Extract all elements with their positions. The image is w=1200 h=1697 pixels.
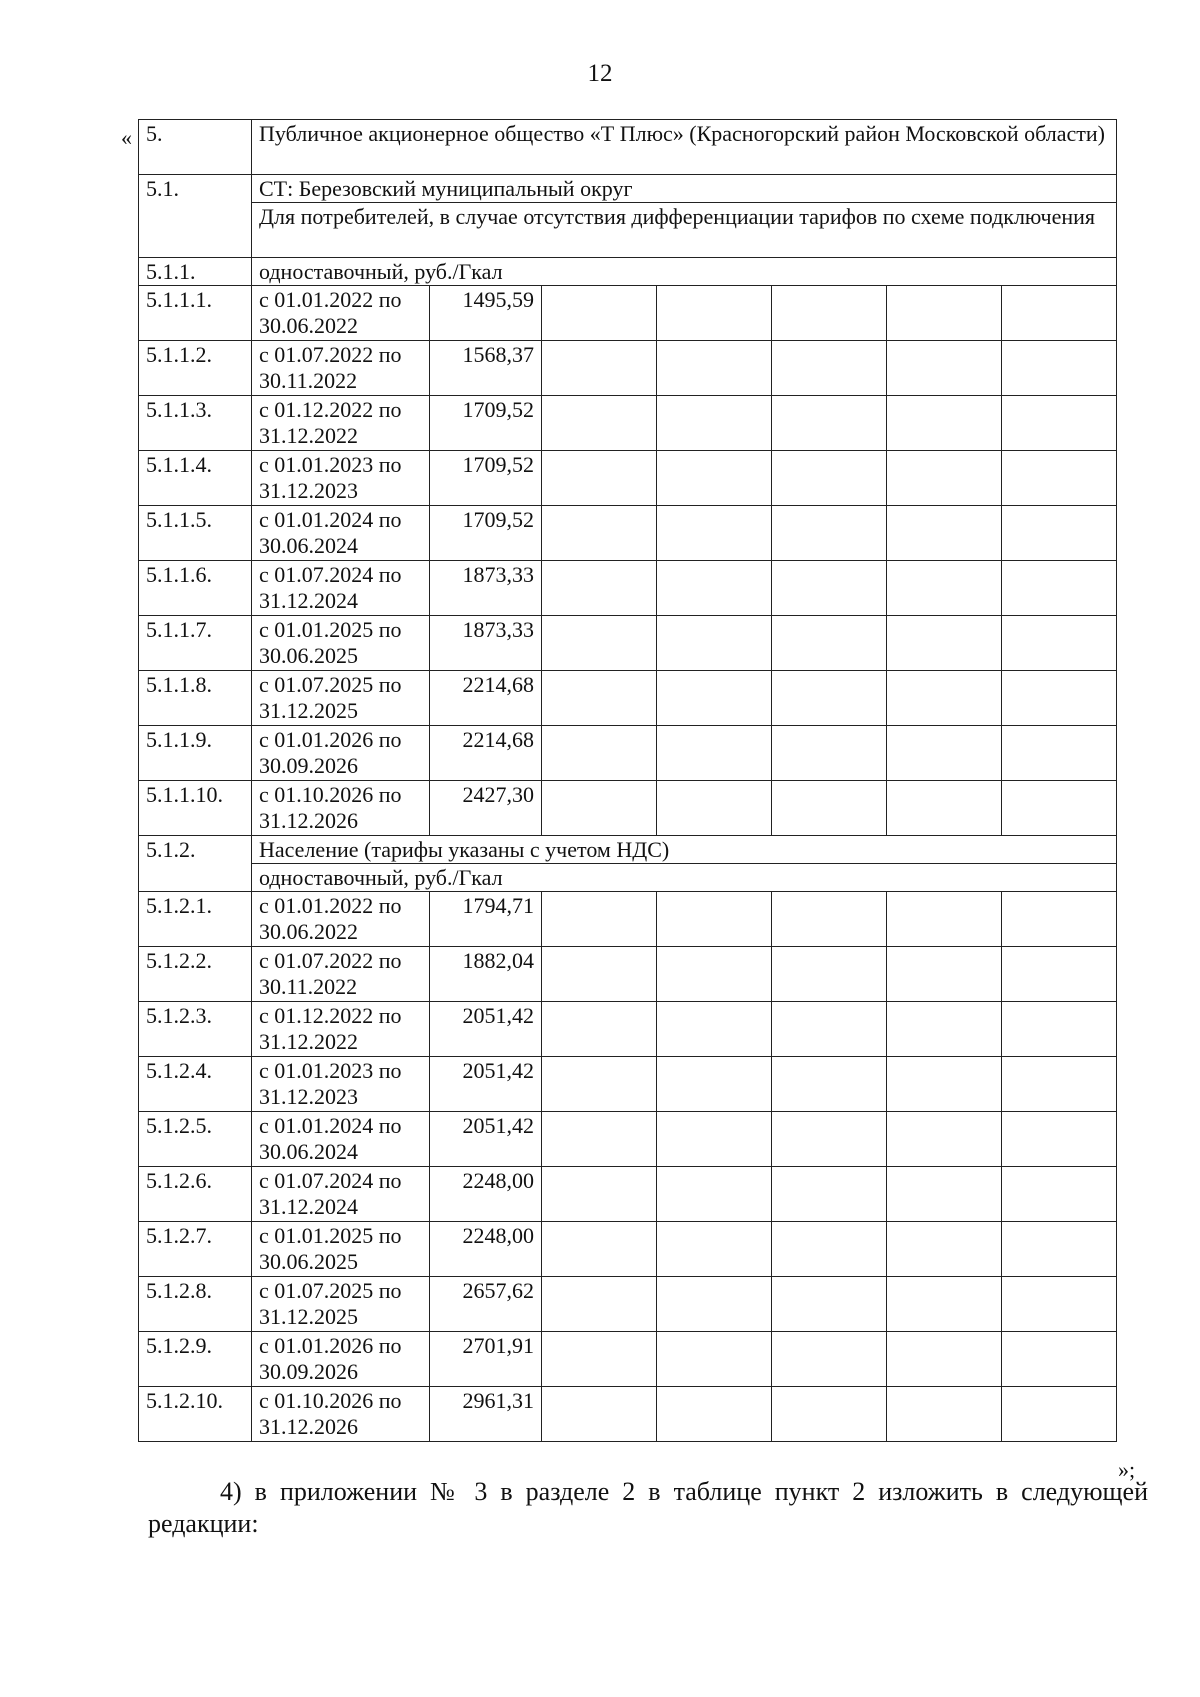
empty-cell — [887, 1222, 1002, 1277]
row-period: с 01.01.2024 по 30.06.2024 — [252, 1112, 430, 1167]
empty-cell — [887, 506, 1002, 561]
tariff-table — [138, 119, 1117, 1442]
population-tariff-label: одноставочный, руб./Гкал — [252, 864, 1117, 892]
empty-cell — [657, 726, 772, 781]
row-period: с 01.07.2024 по 31.12.2024 — [252, 1167, 430, 1222]
row-number: 5.1.2.4. — [139, 1057, 252, 1112]
empty-cell — [657, 1332, 772, 1387]
row-period: с 01.01.2024 по 30.06.2024 — [252, 506, 430, 561]
row-number: 5.1.1.8. — [139, 671, 252, 726]
table-row — [139, 396, 1117, 451]
empty-cell — [772, 451, 887, 506]
empty-cell — [772, 286, 887, 341]
row-tariff-value: 2701,91 — [430, 1332, 542, 1387]
tariff-type-number: 5.1.1. — [139, 258, 252, 286]
empty-cell — [1002, 341, 1117, 396]
empty-cell — [657, 506, 772, 561]
row-period: с 01.07.2025 по 31.12.2025 — [252, 1277, 430, 1332]
empty-cell — [887, 1332, 1002, 1387]
row-number: 5.1.2.9. — [139, 1332, 252, 1387]
empty-cell — [772, 1387, 887, 1442]
empty-cell — [1002, 616, 1117, 671]
empty-cell — [542, 1387, 657, 1442]
empty-cell — [1002, 781, 1117, 836]
empty-cell — [542, 1167, 657, 1222]
row-tariff-value: 2248,00 — [430, 1222, 542, 1277]
empty-cell — [542, 1112, 657, 1167]
population-title: Население (тарифы указаны с учетом НДС) — [252, 836, 1117, 864]
empty-cell — [542, 726, 657, 781]
tariff-type-row — [139, 258, 1117, 286]
section-subtitle: Для потребителей, в случае отсутствия дифференциации тарифов по схеме подключения — [252, 203, 1117, 258]
empty-cell — [887, 671, 1002, 726]
empty-cell — [657, 1057, 772, 1112]
row-period: с 01.12.2022 по 31.12.2022 — [252, 396, 430, 451]
row-tariff-value: 2214,68 — [430, 671, 542, 726]
empty-cell — [887, 726, 1002, 781]
empty-cell — [1002, 1387, 1117, 1442]
row-number: 5.1.1.1. — [139, 286, 252, 341]
row-period: с 01.10.2026 по 31.12.2026 — [252, 781, 430, 836]
row-tariff-value: 2051,42 — [430, 1057, 542, 1112]
row-tariff-value: 1873,33 — [430, 616, 542, 671]
empty-cell — [657, 947, 772, 1002]
empty-cell — [542, 451, 657, 506]
table-row — [139, 1002, 1117, 1057]
row-number: 5.1.1.9. — [139, 726, 252, 781]
table-row — [139, 1112, 1117, 1167]
empty-cell — [887, 892, 1002, 947]
empty-cell — [657, 892, 772, 947]
empty-cell — [887, 396, 1002, 451]
empty-cell — [887, 561, 1002, 616]
table-row — [139, 781, 1117, 836]
row-tariff-value: 2657,62 — [430, 1277, 542, 1332]
empty-cell — [657, 616, 772, 671]
section-row — [139, 175, 1117, 203]
empty-cell — [657, 451, 772, 506]
row-tariff-value: 2214,68 — [430, 726, 542, 781]
table-row — [139, 286, 1117, 341]
population-tariff-row — [139, 864, 1117, 892]
empty-cell — [1002, 396, 1117, 451]
org-row — [139, 120, 1117, 175]
table-row — [139, 1387, 1117, 1442]
empty-cell — [1002, 892, 1117, 947]
empty-cell — [542, 506, 657, 561]
row-period: с 01.10.2026 по 31.12.2026 — [252, 1387, 430, 1442]
empty-cell — [1002, 286, 1117, 341]
table-row — [139, 1057, 1117, 1112]
row-period: с 01.07.2022 по 30.11.2022 — [252, 341, 430, 396]
empty-cell — [542, 1277, 657, 1332]
empty-cell — [542, 671, 657, 726]
empty-cell — [887, 1112, 1002, 1167]
empty-cell — [657, 341, 772, 396]
row-period: с 01.01.2026 по 30.09.2026 — [252, 1332, 430, 1387]
empty-cell — [772, 561, 887, 616]
empty-cell — [887, 1387, 1002, 1442]
row-tariff-value: 1495,59 — [430, 286, 542, 341]
row-number: 5.1.1.2. — [139, 341, 252, 396]
row-tariff-value: 1709,52 — [430, 396, 542, 451]
empty-cell — [1002, 1222, 1117, 1277]
row-tariff-value: 2961,31 — [430, 1387, 542, 1442]
empty-cell — [772, 726, 887, 781]
empty-cell — [772, 1112, 887, 1167]
empty-cell — [1002, 561, 1117, 616]
empty-cell — [1002, 1277, 1117, 1332]
empty-cell — [772, 947, 887, 1002]
row-tariff-value: 1709,52 — [430, 506, 542, 561]
empty-cell — [657, 561, 772, 616]
empty-cell — [1002, 1167, 1117, 1222]
row-tariff-value: 1873,33 — [430, 561, 542, 616]
empty-cell — [657, 1112, 772, 1167]
table-row — [139, 726, 1117, 781]
row-period: с 01.01.2025 по 30.06.2025 — [252, 1222, 430, 1277]
empty-cell — [772, 1167, 887, 1222]
row-period: с 01.01.2025 по 30.06.2025 — [252, 616, 430, 671]
section-number: 5.1. — [139, 175, 252, 258]
empty-cell — [887, 616, 1002, 671]
empty-cell — [772, 341, 887, 396]
row-tariff-value: 1794,71 — [430, 892, 542, 947]
tariff-type-label: одноставочный, руб./Гкал — [252, 258, 1117, 286]
table-row — [139, 506, 1117, 561]
empty-cell — [887, 1057, 1002, 1112]
row-number: 5.1.2.1. — [139, 892, 252, 947]
row-period: с 01.01.2022 по 30.06.2022 — [252, 892, 430, 947]
empty-cell — [887, 341, 1002, 396]
instruction-line-2: редакции: — [148, 1509, 259, 1538]
table-row — [139, 1332, 1117, 1387]
empty-cell — [657, 1387, 772, 1442]
empty-cell — [772, 781, 887, 836]
empty-cell — [1002, 726, 1117, 781]
row-period: с 01.01.2023 по 31.12.2023 — [252, 1057, 430, 1112]
table-row — [139, 561, 1117, 616]
empty-cell — [1002, 506, 1117, 561]
row-number: 5.1.1.3. — [139, 396, 252, 451]
row-number: 5.1.2.5. — [139, 1112, 252, 1167]
population-row — [139, 836, 1117, 864]
empty-cell — [1002, 671, 1117, 726]
empty-cell — [657, 286, 772, 341]
empty-cell — [542, 1332, 657, 1387]
empty-cell — [772, 506, 887, 561]
row-tariff-value: 2051,42 — [430, 1112, 542, 1167]
empty-cell — [887, 781, 1002, 836]
row-number: 5.1.1.5. — [139, 506, 252, 561]
row-tariff-value: 2248,00 — [430, 1167, 542, 1222]
empty-cell — [772, 1002, 887, 1057]
row-number: 5.1.1.6. — [139, 561, 252, 616]
empty-cell — [772, 396, 887, 451]
empty-cell — [657, 1222, 772, 1277]
empty-cell — [1002, 947, 1117, 1002]
empty-cell — [1002, 1112, 1117, 1167]
org-number: 5. — [139, 120, 252, 175]
empty-cell — [1002, 1332, 1117, 1387]
row-number: 5.1.1.10. — [139, 781, 252, 836]
empty-cell — [1002, 1002, 1117, 1057]
row-number: 5.1.2.10. — [139, 1387, 252, 1442]
empty-cell — [772, 1222, 887, 1277]
row-tariff-value: 1709,52 — [430, 451, 542, 506]
row-number: 5.1.1.4. — [139, 451, 252, 506]
section-subtitle-row — [139, 203, 1117, 258]
empty-cell — [887, 1277, 1002, 1332]
opening-quote: « — [121, 125, 132, 150]
empty-cell — [542, 396, 657, 451]
empty-cell — [542, 341, 657, 396]
instruction-paragraph — [148, 1476, 1148, 1540]
table-row — [139, 1167, 1117, 1222]
row-period: с 01.07.2024 по 31.12.2024 — [252, 561, 430, 616]
empty-cell — [542, 892, 657, 947]
empty-cell — [1002, 1057, 1117, 1112]
empty-cell — [657, 1277, 772, 1332]
empty-cell — [772, 1332, 887, 1387]
empty-cell — [772, 1057, 887, 1112]
table-row — [139, 947, 1117, 1002]
empty-cell — [542, 286, 657, 341]
section-title: СТ: Березовский муниципальный округ — [252, 175, 1117, 203]
row-period: с 01.07.2022 по 30.11.2022 — [252, 947, 430, 1002]
empty-cell — [542, 561, 657, 616]
empty-cell — [772, 1277, 887, 1332]
empty-cell — [772, 892, 887, 947]
row-period: с 01.01.2026 по 30.09.2026 — [252, 726, 430, 781]
empty-cell — [887, 451, 1002, 506]
row-period: с 01.01.2022 по 30.06.2022 — [252, 286, 430, 341]
row-number: 5.1.2.8. — [139, 1277, 252, 1332]
empty-cell — [887, 1167, 1002, 1222]
empty-cell — [542, 1002, 657, 1057]
population-number: 5.1.2. — [139, 836, 252, 892]
row-period: с 01.01.2023 по 31.12.2023 — [252, 451, 430, 506]
empty-cell — [542, 1222, 657, 1277]
table-row — [139, 451, 1117, 506]
row-tariff-value: 2427,30 — [430, 781, 542, 836]
empty-cell — [887, 286, 1002, 341]
row-number: 5.1.2.3. — [139, 1002, 252, 1057]
row-tariff-value: 1568,37 — [430, 341, 542, 396]
closing-quote: »; — [1118, 1457, 1136, 1482]
table-row — [139, 341, 1117, 396]
page-number: 12 — [587, 60, 613, 87]
empty-cell — [542, 781, 657, 836]
org-name: Публичное акционерное общество «Т Плюс» (Красногорский район Московской области) — [252, 120, 1117, 175]
empty-cell — [657, 1167, 772, 1222]
empty-cell — [772, 671, 887, 726]
instruction-line-1: 4) в приложении № 3 в разделе 2 в таблице пункт 2 изложить в следующей — [220, 1477, 1148, 1506]
empty-cell — [1002, 451, 1117, 506]
empty-cell — [542, 1057, 657, 1112]
row-tariff-value: 1882,04 — [430, 947, 542, 1002]
row-number: 5.1.2.7. — [139, 1222, 252, 1277]
table-row — [139, 1277, 1117, 1332]
row-period: с 01.07.2025 по 31.12.2025 — [252, 671, 430, 726]
empty-cell — [657, 1002, 772, 1057]
empty-cell — [657, 396, 772, 451]
row-number: 5.1.2.6. — [139, 1167, 252, 1222]
table-row — [139, 892, 1117, 947]
empty-cell — [657, 671, 772, 726]
row-period: с 01.12.2022 по 31.12.2022 — [252, 1002, 430, 1057]
empty-cell — [887, 947, 1002, 1002]
row-tariff-value: 2051,42 — [430, 1002, 542, 1057]
row-number: 5.1.2.2. — [139, 947, 252, 1002]
table-row — [139, 671, 1117, 726]
empty-cell — [657, 781, 772, 836]
empty-cell — [542, 947, 657, 1002]
row-number: 5.1.1.7. — [139, 616, 252, 671]
empty-cell — [542, 616, 657, 671]
table-row — [139, 1222, 1117, 1277]
table-row — [139, 616, 1117, 671]
empty-cell — [772, 616, 887, 671]
empty-cell — [887, 1002, 1002, 1057]
